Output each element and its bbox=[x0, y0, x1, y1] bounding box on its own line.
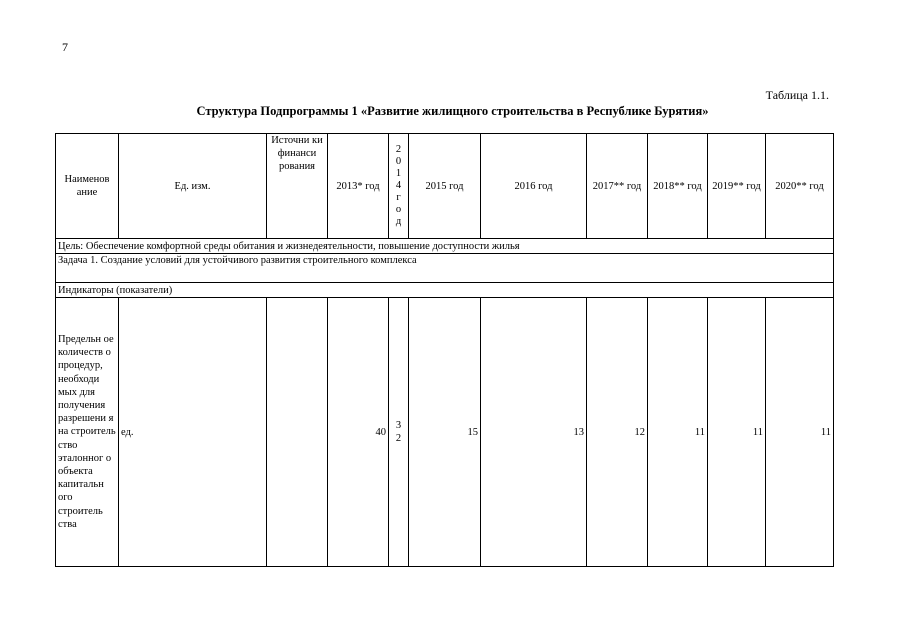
goal-row bbox=[56, 239, 834, 254]
header-name: Наименов ание bbox=[56, 134, 119, 239]
row-2014 bbox=[389, 298, 409, 567]
header-2014 bbox=[389, 134, 409, 239]
header-2017: 2017** год bbox=[587, 134, 648, 239]
header-row bbox=[56, 134, 834, 239]
row-2013: 40 bbox=[328, 298, 389, 567]
row-unit: ед. bbox=[119, 298, 267, 567]
indicators-row bbox=[56, 283, 834, 298]
row-2016: 13 bbox=[481, 298, 587, 567]
header-unit: Ед. изм. bbox=[119, 134, 267, 239]
header-2015: 2015 год bbox=[409, 134, 481, 239]
header-2013: 2013* год bbox=[328, 134, 389, 239]
row-2014-text: 32 bbox=[395, 420, 402, 444]
table-label: Таблица 1.1. bbox=[765, 88, 829, 102]
row-2015: 15 bbox=[409, 298, 481, 567]
task-text: Задача 1. Создание условий для устойчивого развития строительного комплекса bbox=[56, 254, 834, 283]
page-number: 7 bbox=[62, 40, 68, 54]
header-2020: 2020** год bbox=[766, 134, 834, 239]
header-2014-text: 2014 год bbox=[395, 144, 402, 227]
header-2016: 2016 год bbox=[481, 134, 587, 239]
table-row bbox=[56, 298, 834, 567]
task-row bbox=[56, 254, 834, 283]
document-title: Структура Подпрограммы 1 «Развитие жилищного строительства в Республике Бурятия» bbox=[196, 104, 709, 118]
row-source bbox=[267, 298, 328, 567]
row-2017: 12 bbox=[587, 298, 648, 567]
header-2018: 2018** год bbox=[648, 134, 708, 239]
row-2018: 11 bbox=[648, 298, 708, 567]
header-source: Источни ки финанси рования bbox=[267, 134, 328, 239]
header-2019: 2019** год bbox=[708, 134, 766, 239]
row-name: Предельн ое количеств о процедур, необходи мых для получения разрешени я на строитель ство эталонног о объекта капитальн ого строитель ства bbox=[56, 298, 119, 567]
indicators-text: Индикаторы (показатели) bbox=[56, 283, 834, 298]
goal-text: Цель: Обеспечение комфортной среды обитания и жизнедеятельности, повышение доступности жилья bbox=[56, 239, 834, 254]
row-2019: 11 bbox=[708, 298, 766, 567]
subprogram-structure-table bbox=[55, 133, 834, 567]
row-2020: 11 bbox=[766, 298, 834, 567]
